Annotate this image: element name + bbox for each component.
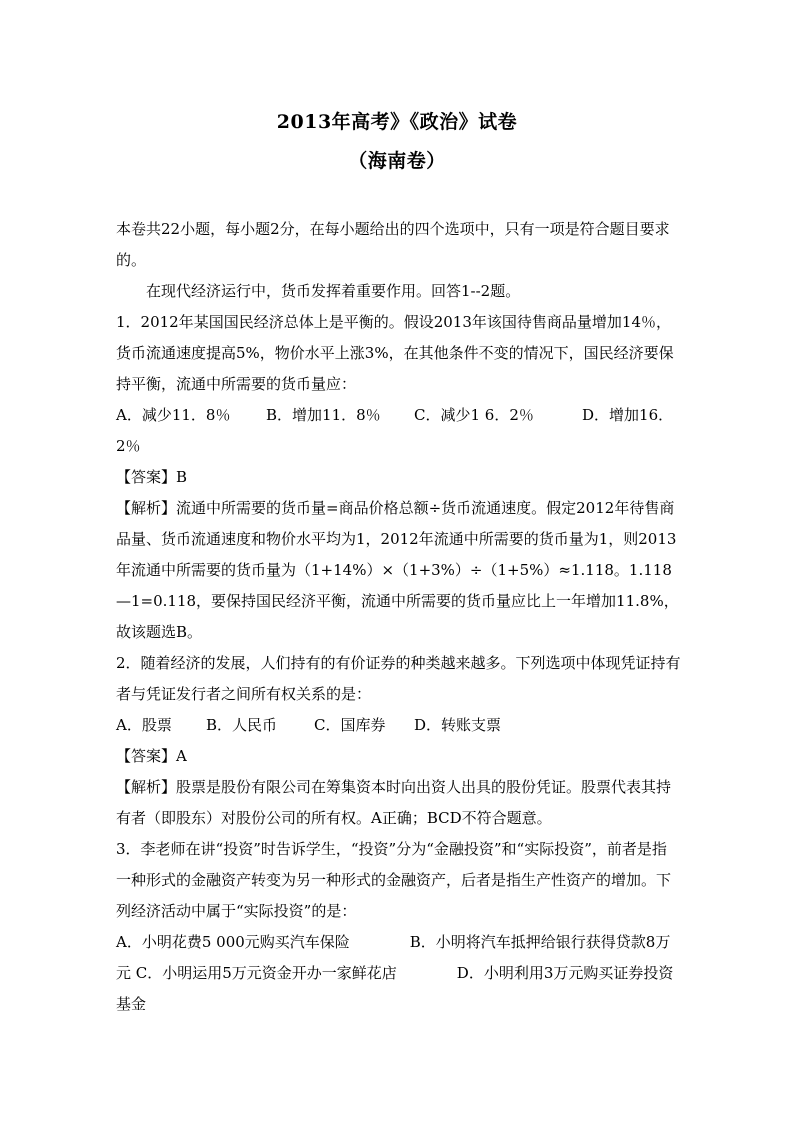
question-1-answer: 【答案】B [116, 468, 188, 486]
q2-option-d: D．转账支票 [414, 716, 502, 734]
q1-option-c: C．减少1 6．2％ [414, 406, 534, 424]
question-2-analysis: 【解析】股票是股份有限公司在筹集资本时向出资人出具的股份凭证。股票代表其持有者（即股东）对股份公司的所有权。A正确；BCD不符合题意。 [116, 778, 672, 827]
q2-option-c: C．国库券 [314, 716, 386, 734]
document-subtitle: （海南卷） [348, 150, 446, 172]
q1-option-b: B．增加11．8％ [266, 406, 381, 424]
document-body [116, 214, 681, 1020]
question-1-options [116, 400, 681, 462]
document-title: 2013年高考》《政治》试卷 [276, 111, 518, 133]
question-3-options: A．小明花费5 000元购买汽车保险 B．小明将汽车抵押给银行获得贷款8万元 C．小明运用5万元资金开办一家鲜花店 D．小明利用3万元购买证券投资基金 [116, 933, 674, 1013]
context-paragraph: 在现代经济运行中，货币发挥着重要作用。回答1--2题。 [146, 282, 521, 300]
question-3: 3．李老师在讲“投资”时告诉学生，“投资”分为“金融投资”和“实际投资”，前者是指一种形式的金融资产转变为另一种形式的金融资产，后者是指生产性资产的增加。下列经济活动中属于“实际投资”的是： [116, 840, 672, 920]
intro-paragraph: 本卷共22小题，每小题2分，在每小题给出的四个选项中，只有一项是符合题目要求的。 [116, 220, 670, 269]
q2-option-b: B．人民币 [206, 716, 278, 734]
question-2: 2．随着经济的发展，人们持有的有价证券的种类越来越多。下列选项中体现凭证持有者与凭证发行者之间所有权关系的是： [116, 654, 681, 703]
question-1: 1．2012年某国国民经济总体上是平衡的。假设2013年该国待售商品量增加14％，货币流通速度提高5%，物价水平上涨3%，在其他条件不变的情况下，国民经济要保持平衡，流通中所需要的货币量应： [116, 313, 674, 393]
q1-option-d: D．增加16．2％ [116, 406, 674, 455]
question-2-options [116, 710, 681, 741]
question-2-answer: 【答案】A [116, 747, 187, 765]
q1-option-a: A．减少11．8％ [116, 406, 231, 424]
q2-option-a: A．股票 [116, 716, 172, 734]
question-1-analysis: 【解析】流通中所需要的货币量=商品价格总额÷货币流通速度。假定2012年待售商品量、货币流通速度和物价水平均为1，2012年流通中所需要的货币量为1，则2013年流通中所需要的货币量为（1+14%）×（1+3%）÷（1+5%）≈1.118。1.118—1=0.118，要保持国民经济平衡，流通中所需要的货币量应比上一年增加11.8%，故该题选B。 [116, 499, 679, 641]
